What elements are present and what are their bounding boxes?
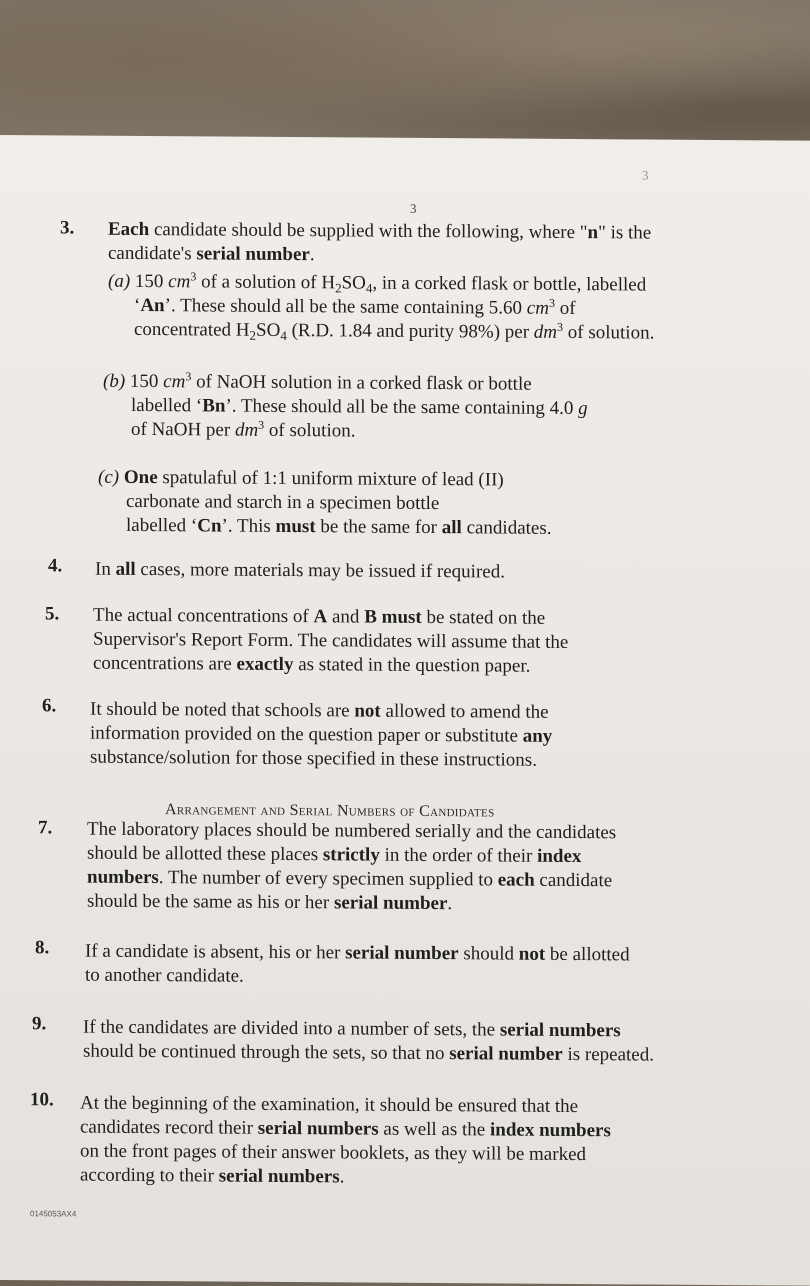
item-9-number: 9. (32, 1013, 47, 1035)
item-6-text: It should be noted that schools are not allowed to amend the information provided on the question paper or substitute any substance/solution for those specified in these instructions. (90, 698, 553, 771)
section-heading: Arrangement and Serial Numbers of Candidates (165, 801, 495, 821)
item-3-number: 3. (60, 217, 75, 239)
table-background (0, 0, 810, 150)
item-4-text: In all cases, more materials may be issued if required. (95, 558, 505, 583)
item-10-number: 10. (30, 1089, 54, 1111)
item-4-number: 4. (48, 555, 63, 577)
item-3c: (c) One spatulaful of 1:1 uniform mixture of lead (II) carbonate and starch in a specimen bottle labelled ‘Cn’. This must be the same for all candidates. (98, 466, 552, 539)
item-7-number: 7. (38, 817, 53, 839)
item-5-number: 5. (45, 603, 60, 625)
item-3-text: Each candidate should be supplied with the following, where "n" is the candidate's serial number. (108, 218, 652, 266)
item-5-text: The actual concentrations of A and B must be stated on the Supervisor's Report Form. The candidates will assume that the concentrations are exactly as stated in the question paper. (93, 604, 569, 677)
page-number: 3 (642, 167, 649, 183)
item-3b: (b) 150 $cm^3$ of NaOH solution in a corked flask or bottle labelled ‘Bn’. These should all be the same containing 4.0 g of NaOH per $dm^3$ of solution. (103, 369, 588, 442)
item-7-text: The laboratory places should be numbered serially and the candidates should be allotted these places strictly in the order of their index numbers. The number of every specimen supplied to each candidate should be the same as his or her serial number. (87, 818, 617, 915)
item-8-number: 8. (35, 937, 50, 959)
item-9-text: If the candidates are divided into a number of sets, the serial numbers should be continued through the sets, so that no serial number is repeated. (83, 1016, 654, 1066)
document-page (0, 135, 810, 1286)
document-code: 0145053AX4 (30, 1209, 77, 1219)
item-3a: (a) 150 $cm^3$ of a solution of $H_2SO_4$, in a corked flask or bottle, labelled ‘An’. These should all be the same containing 5.60 $cm^3$ of concentrated $H_2SO_4$ (R.D. 1.84 and purity 98%) per $dm^3$ of solution. (108, 269, 655, 344)
page-number-center: 3 (410, 200, 417, 216)
item-6-number: 6. (42, 695, 57, 717)
item-8-text: If a candidate is absent, his or her serial number should not be allotted to another candidate. (85, 940, 630, 987)
item-10-text: At the beginning of the examination, it should be ensured that the candidates record their serial numbers as well as the index numbers on the front pages of their answer booklets, as they will be marked according to their serial numbers. (80, 1092, 611, 1188)
